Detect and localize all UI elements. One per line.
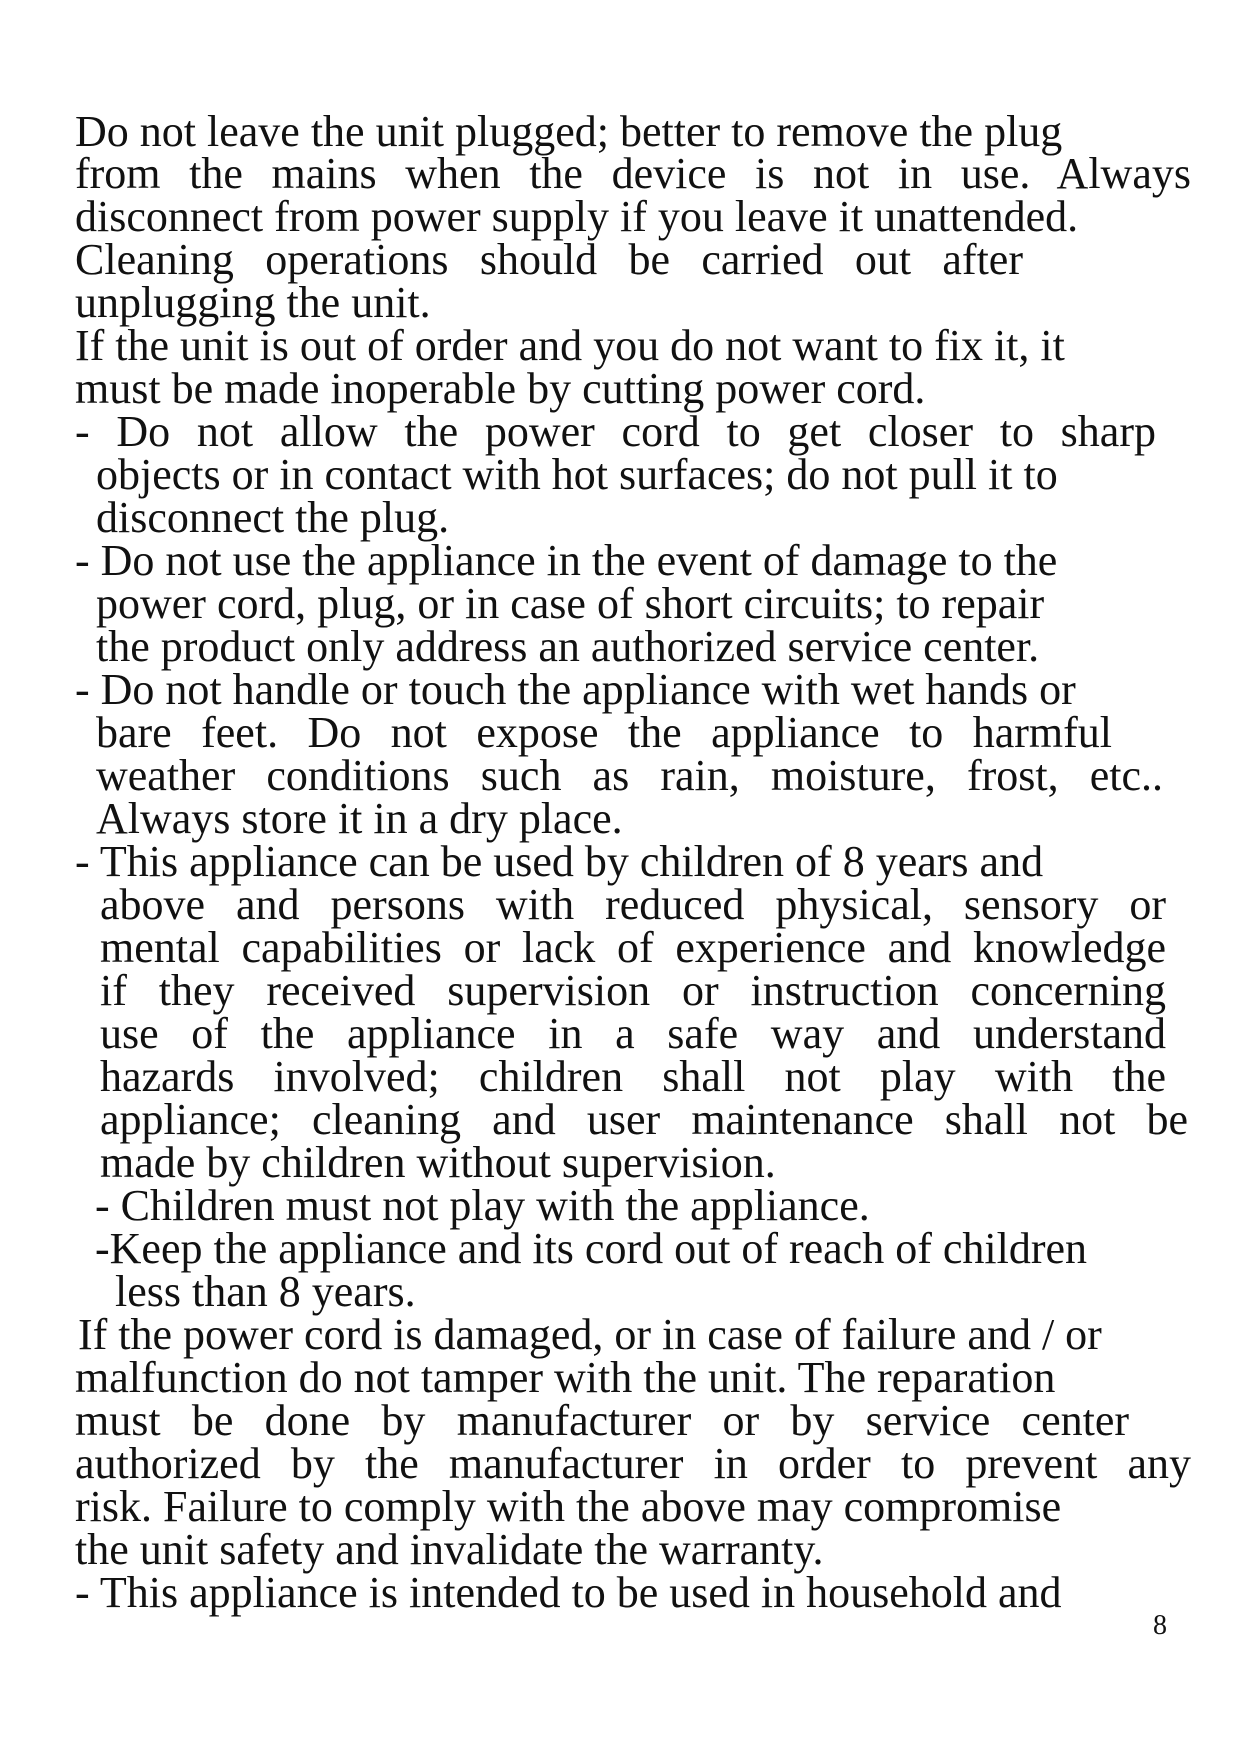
list-item-line: made by children without supervision. — [100, 1138, 776, 1187]
text-line: Do not leave the unit plugged; better to remove the plug — [75, 107, 1063, 156]
text-line: If the power cord is damaged, or in case of failure and / or — [78, 1310, 1102, 1359]
list-item-line: objects or in contact with hot surfaces; do not pull it to — [96, 450, 1058, 499]
list-item-line: the product only address an authorized service center. — [96, 622, 1040, 671]
text-line: risk. Failure to comply with the above may compromise — [75, 1482, 1062, 1531]
list-item-line: less than 8 years. — [115, 1267, 416, 1316]
list-item-line: - Do not handle or touch the appliance with wet hands or — [75, 665, 1076, 714]
list-item-line: Always store it in a dry place. — [96, 794, 623, 843]
list-item-line: if they received supervision or instruction concerning — [100, 966, 1166, 1015]
list-item-line: mental capabilities or lack of experience and knowledge — [100, 923, 1166, 972]
text-line: unplugging the unit. — [75, 278, 431, 327]
list-item-line: appliance; cleaning and user maintenance shall not be — [100, 1095, 1188, 1144]
list-item-line: - Do not use the appliance in the event of damage to the — [75, 536, 1058, 585]
text-line: from the mains when the device is not in use. Always — [75, 149, 1191, 198]
text-line: If the unit is out of order and you do not want to fix it, it — [75, 321, 1065, 370]
text-line: must be made inoperable by cutting power cord. — [75, 364, 926, 413]
list-item-line: above and persons with reduced physical, sensory or — [100, 880, 1166, 929]
text-line: malfunction do not tamper with the unit. The reparation — [75, 1353, 1056, 1402]
text-line: disconnect from power supply if you leave it unattended. — [75, 192, 1079, 241]
list-item-line: power cord, plug, or in case of short circuits; to repair — [96, 579, 1045, 628]
list-item-line: - Children must not play with the appliance. — [95, 1181, 870, 1230]
list-item-line: weather conditions such as rain, moisture, frost, etc.. — [96, 751, 1163, 800]
list-item-line: use of the appliance in a safe way and understand — [100, 1009, 1166, 1058]
page-number: 8 — [1153, 1610, 1167, 1641]
text-line: Cleaning operations should be carried out after — [75, 235, 1023, 284]
list-item-line: bare feet. Do not expose the appliance to harmful — [96, 708, 1112, 757]
list-item-line: -Keep the appliance and its cord out of reach of children — [95, 1224, 1088, 1273]
text-line: must be done by manufacturer or by service center — [75, 1396, 1129, 1445]
list-item-line: - This appliance can be used by children of 8 years and — [75, 837, 1044, 886]
list-item-line: disconnect the plug. — [96, 493, 450, 542]
text-line: the unit safety and invalidate the warranty. — [75, 1525, 824, 1574]
list-item-line: hazards involved; children shall not play with the — [100, 1052, 1166, 1101]
list-item-line: - Do not allow the power cord to get closer to sharp — [75, 407, 1156, 456]
list-item-line: - This appliance is intended to be used in household and — [75, 1568, 1062, 1617]
text-line: authorized by the manufacturer in order to prevent any — [75, 1439, 1191, 1488]
